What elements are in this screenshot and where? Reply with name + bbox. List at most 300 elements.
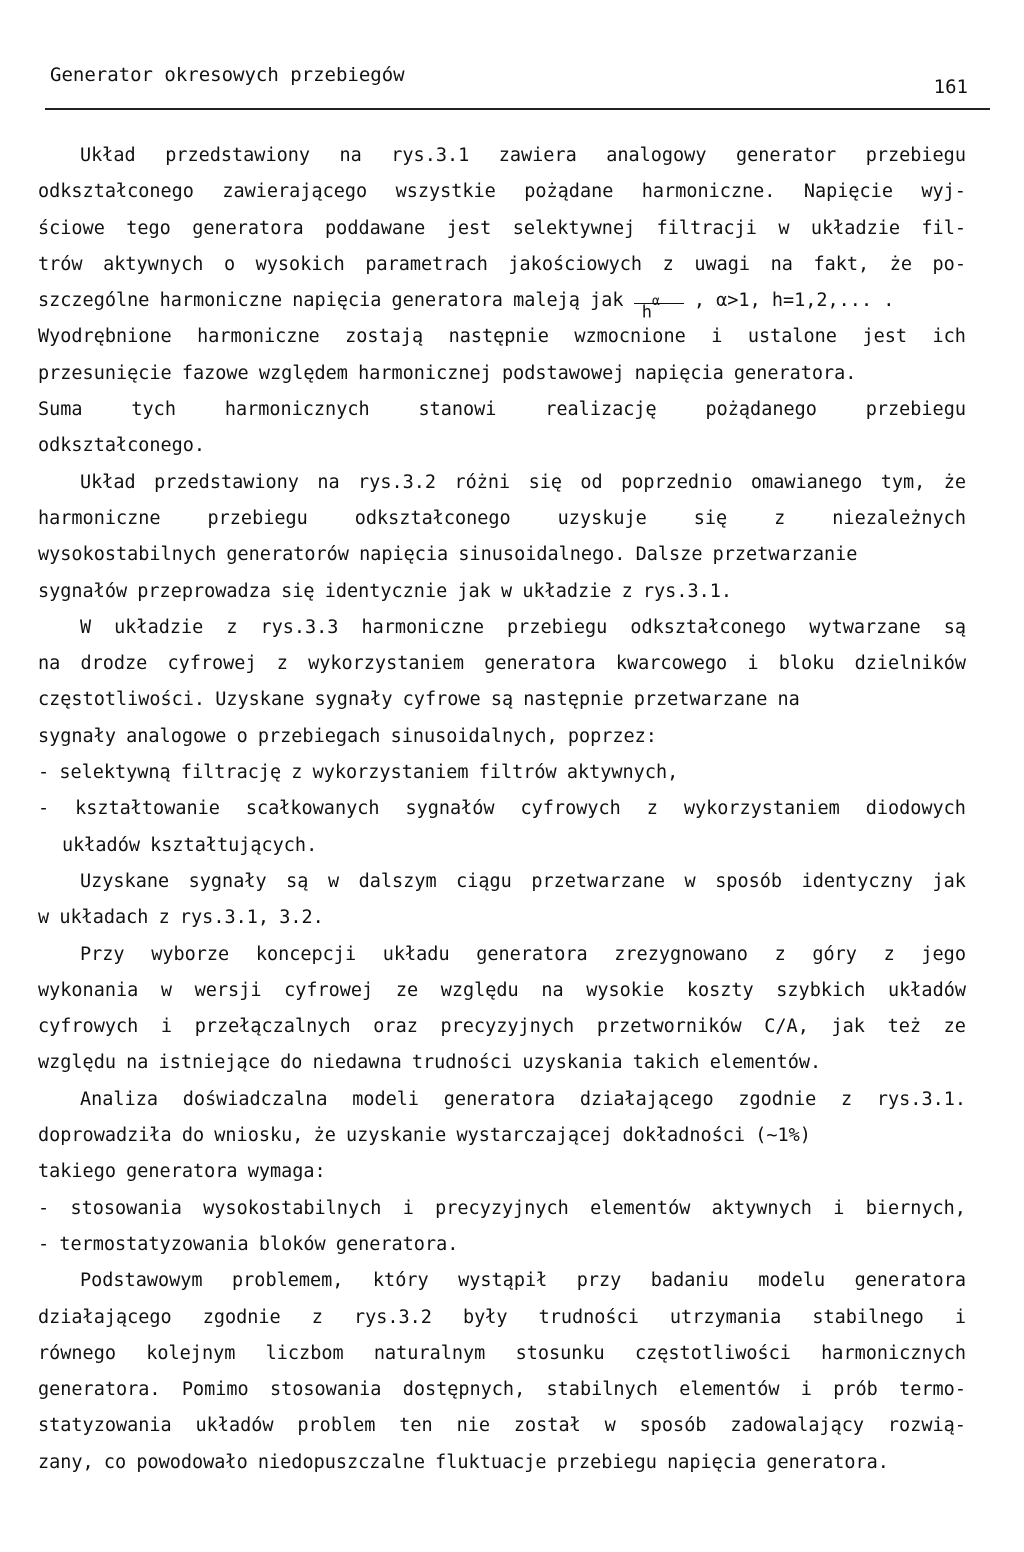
text-line	[38, 1227, 966, 1263]
word: wysokie	[586, 979, 665, 1001]
text-line	[38, 537, 966, 573]
text-line	[38, 428, 966, 464]
word: biernych,	[865, 1197, 966, 1219]
text-line	[38, 1118, 966, 1154]
word: niedawna	[312, 1052, 402, 1074]
word: też	[887, 1016, 921, 1038]
text-line	[38, 1372, 966, 1408]
word: utrzymania	[669, 1306, 782, 1328]
word: harmoniczne	[197, 326, 320, 348]
word: wykorzystaniem	[308, 653, 465, 675]
word: sygnałów	[405, 798, 495, 820]
word: podstawowej	[501, 362, 625, 384]
word: identycznie	[324, 580, 448, 602]
word: elementów	[679, 1379, 780, 1401]
word: problemem,	[232, 1270, 344, 1292]
word: przebiegu	[865, 145, 966, 166]
word: tym,	[880, 471, 926, 493]
word: drodze	[80, 653, 148, 675]
word: wytwarzane	[809, 616, 921, 638]
word: generatora	[854, 1270, 966, 1292]
word: napięcia	[292, 290, 382, 312]
word: działającego	[38, 1306, 172, 1328]
word: jak	[831, 1016, 865, 1038]
word: pożądanego	[705, 399, 817, 421]
word: były	[462, 1306, 508, 1328]
word: parametrach	[365, 253, 488, 275]
formula-condition: , α>1, h=1,2,... .	[693, 290, 895, 312]
word: że	[313, 1125, 336, 1147]
word: na	[126, 1052, 149, 1074]
word: zrezygnowano	[614, 943, 748, 965]
word: filtracji	[656, 217, 757, 239]
word: uzyskuje	[557, 507, 647, 529]
word: wymaga:	[247, 1161, 326, 1183]
word: generatora	[476, 943, 588, 965]
word: ze	[943, 1016, 966, 1038]
text-line	[38, 828, 966, 864]
word: w	[501, 580, 513, 602]
word: przedstawiony	[154, 471, 299, 493]
word: Układ	[80, 471, 136, 493]
word: ze	[395, 979, 419, 1001]
text-line	[38, 1045, 966, 1081]
word: odkształconego	[354, 507, 511, 529]
word: przetwarzane	[633, 689, 768, 711]
word: wykorzystaniem	[683, 798, 840, 820]
word: który	[372, 1270, 429, 1292]
word: generatora	[443, 1088, 556, 1110]
text-line	[38, 1191, 966, 1227]
text-line	[38, 392, 966, 428]
word: ściowe	[38, 217, 105, 239]
word: zgodnie	[202, 1306, 281, 1328]
word: z	[291, 762, 303, 784]
word: pożądane	[524, 181, 614, 203]
word: aktywnych,	[566, 762, 679, 784]
word: po-	[932, 253, 966, 275]
word: wystąpił	[458, 1270, 548, 1292]
word: generatora	[391, 290, 503, 312]
word: zawiera	[498, 145, 577, 166]
word: napięcia	[359, 544, 449, 566]
word: generatora	[192, 217, 304, 239]
word: odkształconego	[630, 616, 787, 638]
word: realizację	[545, 399, 657, 421]
word: wniosku,	[214, 1125, 304, 1147]
word: są	[286, 870, 309, 892]
word: że	[943, 471, 966, 493]
word: przetwarzanie	[712, 544, 858, 566]
word: przesunięcie	[38, 362, 172, 384]
text-line	[38, 211, 966, 247]
word: na	[38, 653, 61, 675]
word: przedstawiony	[165, 145, 310, 166]
word: W	[80, 616, 92, 638]
word: takich	[632, 1052, 700, 1074]
word: Przy	[80, 943, 125, 965]
word: przebiegu	[207, 507, 308, 529]
word: badaniu	[650, 1270, 729, 1292]
text-line	[38, 682, 966, 718]
word: tego	[126, 217, 171, 239]
text-line	[38, 465, 966, 501]
word: przebiegu	[865, 399, 966, 421]
word: wysokostabilnych	[203, 1197, 382, 1219]
word: harmoniczne	[159, 290, 283, 312]
word: do	[280, 1052, 303, 1074]
text-line	[38, 1263, 966, 1299]
word: zany,	[38, 1451, 94, 1473]
word: istniejące	[158, 1052, 270, 1074]
word: poddawane	[325, 217, 426, 239]
word: wystarczającej	[456, 1125, 613, 1147]
word: omawianego	[750, 471, 863, 493]
denominator-exponent: α	[651, 294, 660, 310]
word: wzmocnione	[574, 326, 686, 348]
word: przy	[576, 1270, 622, 1292]
word: fazowe	[181, 362, 249, 384]
word: układach	[59, 907, 149, 929]
running-title: Generator okresowych przebiegów	[50, 64, 405, 86]
word: elementów.	[709, 1052, 822, 1074]
word: rys.3.2	[353, 1306, 432, 1328]
word: się	[281, 580, 315, 602]
word: rys.3.1	[391, 145, 470, 166]
header-divider	[45, 108, 990, 110]
word: układzie	[522, 580, 612, 602]
word: niezależnych	[832, 507, 966, 529]
word: poprzednio	[621, 471, 733, 493]
word: -	[38, 1233, 50, 1255]
word: w	[778, 217, 790, 239]
word: przebiegu	[556, 1451, 657, 1473]
word: fil-	[921, 217, 966, 239]
word: następnie	[448, 326, 549, 348]
word: kształtujących.	[150, 834, 318, 856]
text-line	[38, 864, 966, 900]
text-line	[38, 574, 966, 610]
word: tych	[131, 399, 176, 421]
word: o	[236, 725, 248, 747]
word: scałkowanych	[245, 798, 380, 820]
denominator-base: h	[641, 302, 652, 323]
word: i	[954, 1306, 966, 1328]
word: w	[327, 870, 340, 892]
fraction-formula	[634, 283, 684, 323]
word: z	[841, 1088, 853, 1110]
word: dokładności	[622, 1125, 746, 1147]
text-line	[38, 356, 966, 392]
word: jak	[590, 290, 624, 312]
word: zawierającego	[222, 181, 368, 203]
word: dostępnych,	[402, 1379, 526, 1401]
word: diodowych	[865, 798, 966, 820]
word: dalszym	[358, 870, 437, 892]
word: na	[541, 979, 564, 1001]
word: ustalone	[747, 326, 837, 348]
word: sposób	[715, 870, 783, 892]
word: rys.3.2	[358, 471, 437, 493]
word: doprowadziła	[38, 1125, 172, 1147]
word: się	[528, 471, 562, 493]
word: bloków	[258, 1233, 326, 1255]
word: koszty	[686, 979, 754, 1001]
word: z	[226, 616, 238, 638]
page-number: 161	[933, 76, 968, 98]
word: cyfrowej	[167, 653, 257, 675]
word: uwagi	[694, 253, 751, 275]
word: stabilnego	[812, 1306, 924, 1328]
word: względem	[258, 362, 348, 384]
word: i	[833, 1197, 845, 1219]
word: Analiza	[80, 1088, 158, 1110]
word: do	[181, 1125, 205, 1147]
word: prób	[833, 1379, 878, 1401]
word: ciągu	[456, 870, 512, 892]
word: stanowi	[418, 399, 497, 421]
word: harmonicznych	[821, 1342, 966, 1364]
word: przeprowadza	[137, 580, 271, 602]
word: modelu	[758, 1270, 826, 1292]
word: trudności	[538, 1306, 639, 1328]
word: odkształconego	[38, 181, 194, 203]
word: doświadczalna	[182, 1088, 328, 1110]
word: przetwarzane	[531, 870, 666, 892]
text-line	[38, 138, 966, 174]
word: na	[777, 689, 800, 711]
word: napięcia	[634, 362, 724, 384]
word: stosunku	[515, 1342, 605, 1364]
text-line	[38, 1082, 966, 1118]
word: przebiegu	[507, 616, 608, 638]
word: liczbom	[265, 1342, 344, 1364]
word: powodowało	[136, 1451, 248, 1473]
word: i	[711, 326, 723, 348]
word: trudności	[411, 1052, 513, 1074]
word: bloku	[778, 653, 835, 675]
text-line	[38, 247, 966, 283]
word: układów	[195, 1415, 274, 1437]
word: problem	[297, 1415, 376, 1437]
word: Wyodrębnione	[38, 326, 172, 348]
word: układzie	[810, 217, 900, 239]
text-line	[38, 900, 966, 936]
word: Uzyskane	[80, 870, 170, 892]
word: zadowalający	[730, 1415, 865, 1437]
word: -	[38, 762, 50, 784]
word: uzyskanie	[346, 1125, 447, 1147]
word: termostatyzowania	[59, 1233, 249, 1255]
word: góry	[812, 943, 857, 965]
word: wszystkie	[395, 181, 496, 203]
word: są	[943, 616, 966, 638]
word: kształtowanie	[75, 798, 220, 820]
word: wersji	[194, 979, 262, 1001]
word: generator	[735, 145, 837, 166]
text-line	[38, 755, 966, 791]
word: wysokich	[255, 253, 345, 275]
word: Pomimo	[181, 1379, 249, 1401]
word: od	[580, 471, 603, 493]
word: rys.3.1,	[179, 907, 270, 929]
word: z	[158, 907, 170, 929]
word: jest	[446, 217, 492, 239]
word: względu	[440, 979, 519, 1001]
word: generatora.	[766, 1451, 889, 1473]
word: sinusoidalnych,	[390, 725, 558, 747]
word: 3.2.	[279, 907, 324, 929]
word: Dalsze	[635, 544, 703, 566]
text-line	[38, 610, 966, 646]
word: z	[883, 943, 895, 965]
word: cyfrowej	[284, 979, 374, 1001]
word: precyzyjnych	[440, 1016, 575, 1038]
word: fluktuacje	[435, 1451, 547, 1473]
word: harmoniczne	[361, 616, 485, 638]
word: selektywnej	[512, 217, 636, 239]
word: stosowania	[269, 1379, 382, 1401]
word: następnie	[523, 689, 624, 711]
text-line	[38, 1336, 966, 1372]
word: Układ	[80, 145, 136, 166]
word: identyczny	[801, 870, 913, 892]
word: się	[693, 507, 728, 529]
word: z	[774, 507, 786, 529]
word: harmoniczne.	[641, 181, 776, 203]
word: precyzyjnych	[435, 1197, 569, 1219]
word: przetworników	[596, 1016, 742, 1038]
word: stabilnych	[546, 1379, 658, 1401]
word: układów	[888, 979, 966, 1001]
word: częstotliwości.	[38, 689, 206, 711]
word: fakt,	[813, 253, 870, 275]
word: przełączalnych	[194, 1016, 351, 1038]
word: niedopuszczalne	[257, 1451, 425, 1473]
word: względu	[38, 1052, 116, 1074]
word: cyfrowe	[402, 689, 481, 711]
text-line	[38, 973, 966, 1009]
word: wysokostabilnych	[38, 544, 217, 566]
word: zgodnie	[738, 1088, 817, 1110]
word: jak	[932, 870, 966, 892]
word: równego	[38, 1342, 116, 1364]
word: ich	[932, 326, 966, 348]
word: rys.3.1.	[642, 580, 733, 602]
word: odkształconego.	[38, 435, 206, 457]
word: harmoniczne	[38, 507, 161, 529]
text-line	[38, 1009, 966, 1045]
page-header	[50, 60, 968, 108]
word: aktywnych	[103, 253, 204, 275]
word: jak	[457, 580, 491, 602]
word: -	[38, 1197, 50, 1219]
text-line	[38, 319, 966, 355]
word: w	[604, 1415, 616, 1437]
word: częstotliwości	[634, 1342, 791, 1364]
word: analogowe	[126, 725, 227, 747]
word: z	[311, 1306, 323, 1328]
word: sposób	[639, 1415, 707, 1437]
word: generatorów	[226, 544, 349, 566]
word: uzyskania	[522, 1052, 623, 1074]
word: zostają	[345, 326, 424, 348]
word: jest	[862, 326, 907, 348]
text-line	[38, 646, 966, 682]
text-line	[38, 1154, 966, 1190]
word: harmonicznej	[358, 362, 492, 384]
word: generatora.	[733, 362, 857, 384]
word: filtrację	[180, 762, 282, 784]
word: generatora	[484, 653, 596, 675]
word: dzielników	[854, 653, 966, 675]
word: w	[684, 870, 696, 892]
word: z	[276, 653, 288, 675]
word: sygnałów	[38, 580, 128, 602]
word: stosowania	[70, 1197, 182, 1219]
page-body	[38, 138, 966, 1481]
word: działającego	[579, 1088, 714, 1110]
word: szybkich	[776, 979, 866, 1001]
word: napięcia	[667, 1451, 757, 1473]
word: aktywnych	[711, 1197, 812, 1219]
text-line	[38, 283, 966, 323]
word: wykorzystaniem	[312, 762, 469, 784]
word: układu	[382, 943, 450, 965]
word: i	[160, 1016, 173, 1038]
word: wyborze	[151, 943, 230, 965]
word: układów	[62, 834, 140, 856]
word: z	[621, 580, 633, 602]
word: z	[662, 253, 674, 275]
word: jego	[921, 943, 966, 965]
word: Suma	[38, 399, 83, 421]
word: i	[402, 1197, 414, 1219]
word: maleją	[513, 290, 580, 312]
word: co	[103, 1451, 127, 1473]
word: generatora.	[38, 1379, 161, 1401]
text-line	[38, 501, 966, 537]
word: takiego	[38, 1161, 116, 1183]
word: kwarcowego	[615, 653, 728, 675]
word: i	[747, 653, 759, 675]
word: został	[513, 1415, 581, 1437]
word: filtrów	[478, 762, 557, 784]
word: modeli	[352, 1088, 420, 1110]
text-line	[38, 937, 966, 973]
word: przebiegach	[257, 725, 381, 747]
word: -	[38, 798, 50, 820]
word: generatora.	[335, 1233, 459, 1255]
word: (~1%)	[755, 1125, 811, 1147]
word: wyj-	[921, 181, 966, 203]
word: różni	[454, 471, 511, 493]
word: elementów	[590, 1197, 691, 1219]
word: i	[800, 1379, 812, 1401]
text-line	[38, 1300, 966, 1336]
word: analogowy	[606, 145, 707, 166]
word: poprzez:	[567, 725, 657, 747]
word: naturalnym	[373, 1342, 486, 1364]
word: układzie	[114, 616, 204, 638]
word: w	[38, 907, 50, 929]
word: koncepcji	[255, 943, 357, 965]
word: rys.3.3	[260, 616, 339, 638]
word: trów	[38, 253, 83, 275]
text-line	[38, 1408, 966, 1444]
word: w	[160, 979, 173, 1001]
word: na	[317, 471, 340, 493]
